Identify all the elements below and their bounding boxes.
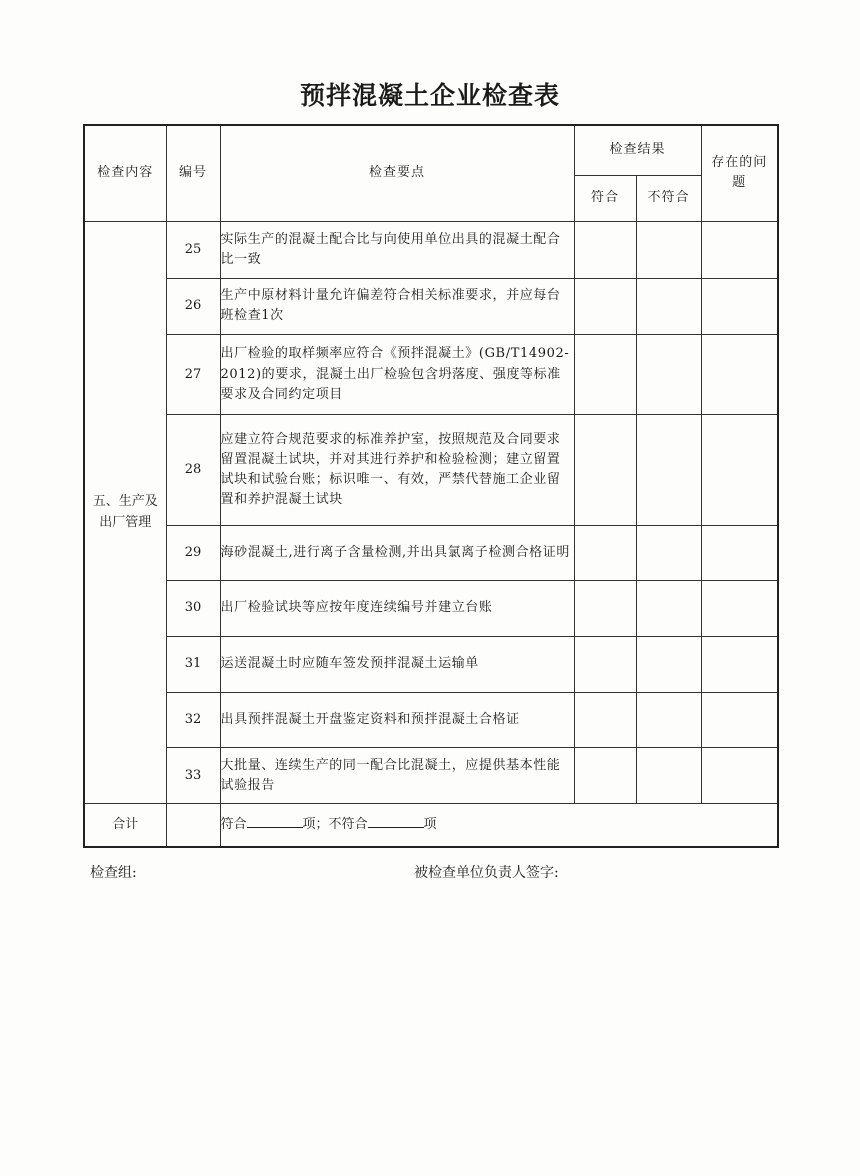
- table-row: [84, 748, 778, 804]
- document-title: 预拌混凝土企业检查表: [299, 81, 560, 110]
- header-points: 检查要点: [220, 125, 574, 221]
- pass-cell[interactable]: [574, 278, 636, 334]
- issue-cell[interactable]: [701, 636, 778, 692]
- item-number: 32: [166, 692, 220, 747]
- issue-cell[interactable]: [701, 221, 778, 278]
- item-number: 31: [166, 636, 220, 692]
- fail-cell[interactable]: [636, 692, 701, 747]
- fail-cell[interactable]: [636, 415, 701, 525]
- item-point: 运送混凝土时应随车签发预拌混凝土运输单: [220, 636, 574, 692]
- table-row: [84, 636, 778, 692]
- item-number: 27: [166, 335, 220, 415]
- item-point: 出具预拌混凝土开盘鉴定资料和预拌混凝土合格证: [220, 692, 574, 747]
- pass-cell[interactable]: [574, 415, 636, 525]
- table-row: [84, 221, 778, 278]
- issue-cell[interactable]: [701, 278, 778, 334]
- table-row: [84, 335, 778, 415]
- fail-cell[interactable]: [636, 636, 701, 692]
- issue-cell[interactable]: [701, 580, 778, 636]
- issue-cell[interactable]: [701, 692, 778, 747]
- total-row: [84, 804, 778, 847]
- header-number: 编号: [166, 125, 220, 221]
- fail-cell[interactable]: [636, 335, 701, 415]
- issue-cell[interactable]: [701, 748, 778, 804]
- fail-cell[interactable]: [636, 221, 701, 278]
- inspection-table: [83, 124, 779, 848]
- item-point: 大批量、连续生产的同一配合比混凝土，应提供基本性能试验报告: [220, 748, 574, 804]
- inspection-group-label: 检查组:: [90, 865, 137, 881]
- pass-cell[interactable]: [574, 636, 636, 692]
- pass-count-blank[interactable]: [247, 815, 303, 828]
- fail-cell[interactable]: [636, 278, 701, 334]
- total-summary: [220, 804, 778, 847]
- item-point: 生产中原材料计量允许偏差符合相关标准要求，并应每台班检查1次: [220, 278, 574, 334]
- fail-cell[interactable]: [636, 525, 701, 580]
- item-point: 海砂混凝土,进行离子含量检测,并出具氯离子检测合格证明: [220, 525, 574, 580]
- signature-label: 被检查单位负责人签字:: [414, 865, 559, 881]
- item-point: 出厂检验的取样频率应符合《预拌混凝土》(GB/T14902-2012)的要求，混凝土出厂检验包含坍落度、强度等标准要求及合同约定项目: [220, 335, 574, 415]
- header-fail: 不符合: [636, 175, 701, 221]
- header-issues: 存在的问题: [701, 125, 778, 221]
- table-row: [84, 415, 778, 525]
- total-pass-prefix: 符合: [220, 817, 247, 833]
- table-row: [84, 525, 778, 580]
- pass-cell[interactable]: [574, 748, 636, 804]
- category-label: 五、生产及出厂管理: [92, 494, 158, 530]
- total-pass-suffix: 项；不符合: [302, 817, 368, 833]
- pass-cell[interactable]: [574, 692, 636, 747]
- item-point: 出厂检验试块等应按年度连续编号并建立台账: [220, 580, 574, 636]
- item-number: 30: [166, 580, 220, 636]
- fail-cell[interactable]: [636, 580, 701, 636]
- table-row: [84, 278, 778, 334]
- category-cell: [84, 221, 166, 804]
- total-number-cell: [166, 804, 220, 847]
- pass-cell[interactable]: [574, 580, 636, 636]
- total-fail-suffix: 项: [423, 817, 437, 833]
- table-row: [84, 692, 778, 747]
- pass-cell[interactable]: [574, 221, 636, 278]
- pass-cell[interactable]: [574, 335, 636, 415]
- pass-cell[interactable]: [574, 525, 636, 580]
- issue-cell[interactable]: [701, 335, 778, 415]
- item-number: 26: [166, 278, 220, 334]
- header-result: 检查结果: [574, 125, 701, 175]
- fail-cell[interactable]: [636, 748, 701, 804]
- table-row: [84, 580, 778, 636]
- item-number: 25: [166, 221, 220, 278]
- item-number: 29: [166, 525, 220, 580]
- header-content: 检查内容: [84, 125, 166, 221]
- item-point: 应建立符合规范要求的标准养护室，按照规范及合同要求留置混凝土试块，并对其进行养护和检验检测；建立留置试块和试验台账；标识唯一、有效，严禁代替施工企业留置和养护混凝土试块: [220, 415, 574, 525]
- total-label: 合计: [84, 804, 166, 847]
- item-number: 28: [166, 415, 220, 525]
- issue-cell[interactable]: [701, 415, 778, 525]
- item-number: 33: [166, 748, 220, 804]
- header-pass: 符合: [574, 175, 636, 221]
- item-point: 实际生产的混凝土配合比与向使用单位出具的混凝土配合比一致: [220, 221, 574, 278]
- fail-count-blank[interactable]: [368, 815, 424, 828]
- issue-cell[interactable]: [701, 525, 778, 580]
